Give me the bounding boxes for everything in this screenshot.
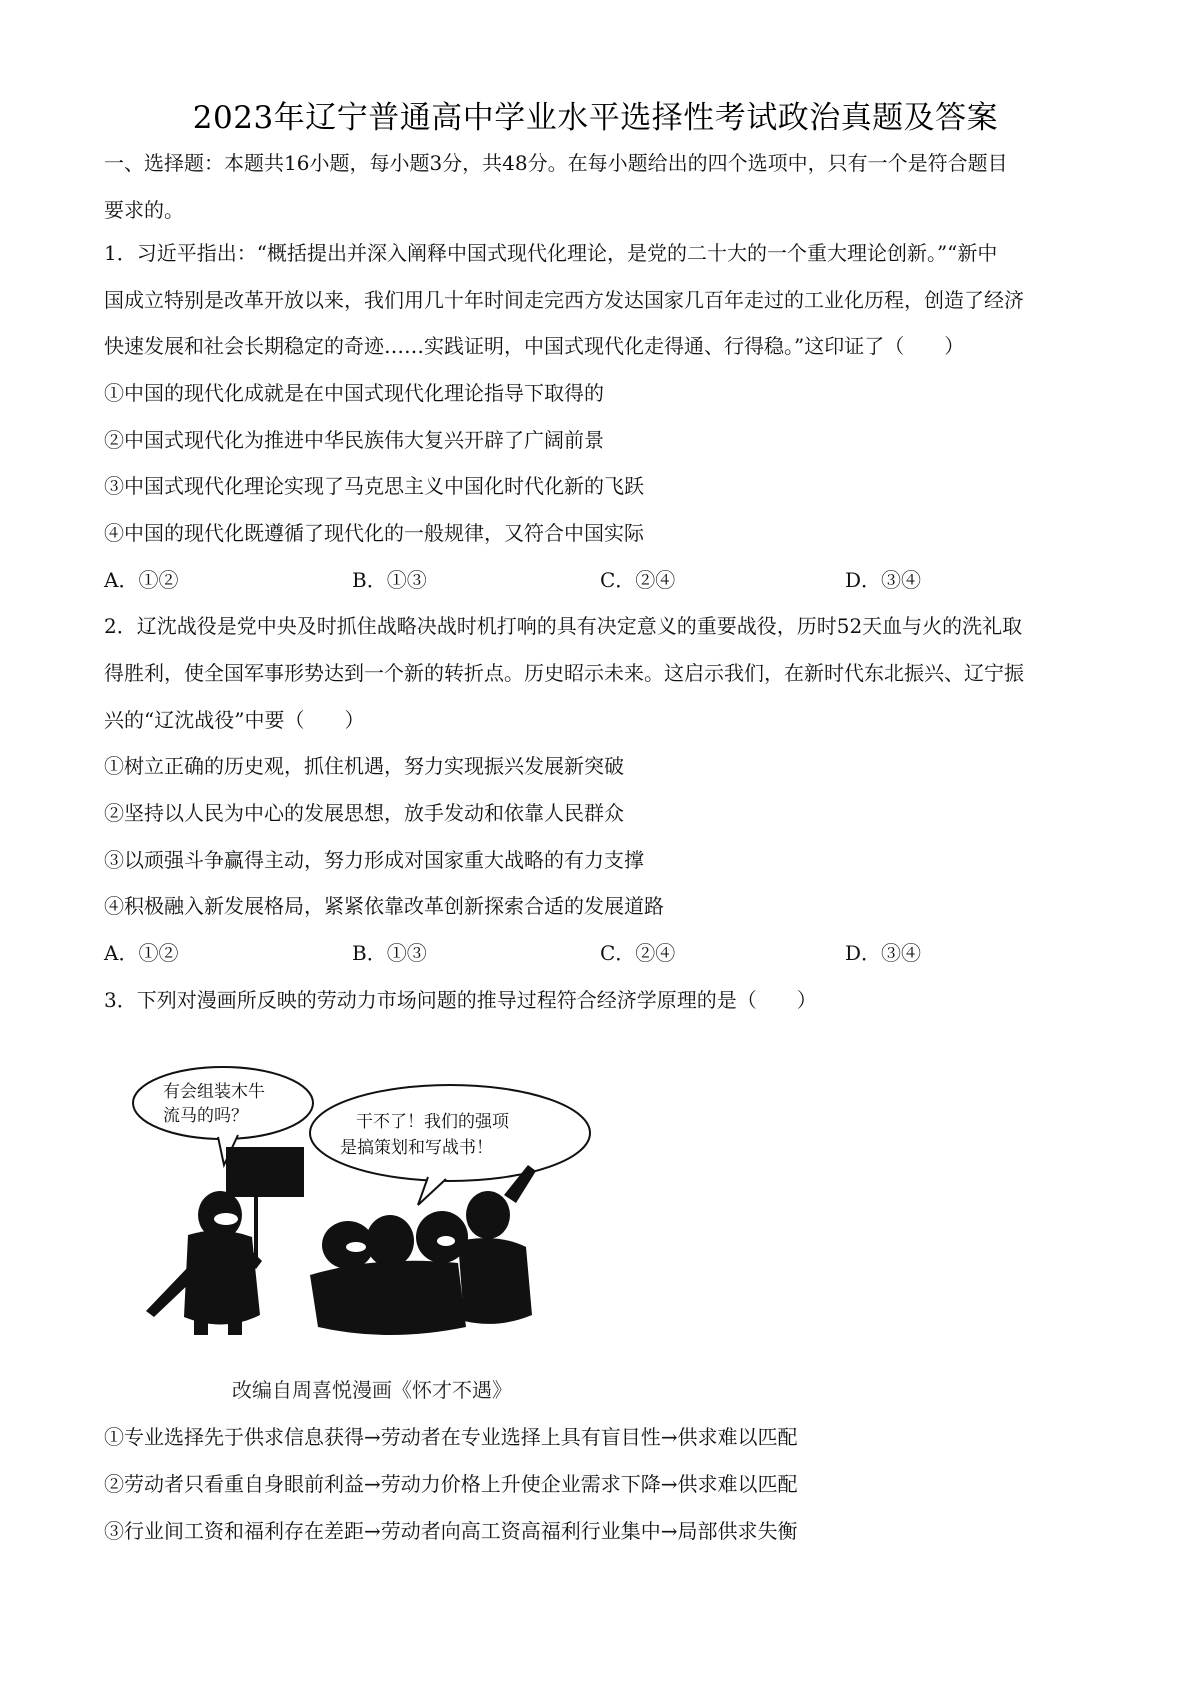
q1-stem-line-1: 1．习近平指出：“概括提出并深入阐释中国式现代化理论，是党的二十大的一个重大理论创新。”“新中 xyxy=(104,241,998,265)
general-figure xyxy=(146,1191,262,1335)
cartoon-caption: 改编自周喜悦漫画《怀才不遇》 xyxy=(232,1378,512,1402)
q2-item-2: ②坚持以人民为中心的发展思想，放手发动和依靠人民群众 xyxy=(104,801,624,825)
q2-stem-line-1: 2．辽沈战役是党中央及时抓住战略决战时机打响的具有决定意义的重要战役，历时52天血与火的洗礼取 xyxy=(104,614,1023,638)
page-title: 2023年辽宁普通高中学业水平选择性考试政治真题及答案 xyxy=(192,100,999,136)
q1-option-d: D．③④ xyxy=(845,568,922,592)
q1-item-4: ④中国的现代化既遵循了现代化的一般规律，又符合中国实际 xyxy=(104,521,644,545)
right-bubble-line-1: 干不了！我们的强项 xyxy=(356,1112,509,1132)
q1-stem-line-3: 快速发展和社会长期稳定的奇迹……实践证明，中国式现代化走得通、行得稳。”这印证了（ ） xyxy=(104,334,965,358)
q1-options xyxy=(104,557,1094,604)
q2-options xyxy=(104,930,1094,977)
q3-item-1: ①专业选择先于供求信息获得→劳动者在专业选择上具有盲目性→供求难以匹配 xyxy=(104,1425,798,1449)
q2-stem-line-2: 得胜利，使全国军事形势达到一个新的转折点。历史昭示未来。这启示我们，在新时代东北振兴、辽宁振 xyxy=(104,661,1024,685)
q2-option-a: A．①② xyxy=(104,941,179,965)
q1-stem-line-2: 国成立特别是改革开放以来，我们用几十年时间走完西方发达国家几百年走过的工业化历程，创造了经济 xyxy=(104,288,1024,312)
left-bubble-line-2: 流马的吗？ xyxy=(163,1106,248,1126)
q3-item-2: ②劳动者只看重自身眼前利益→劳动力价格上升使企业需求下降→供求难以匹配 xyxy=(104,1472,798,1496)
left-bubble-line-1: 有会组装木牛 xyxy=(163,1082,265,1102)
q2-stem-line-3: 兴的“辽沈战役”中要（ ） xyxy=(104,708,365,732)
q2-item-3: ③以顽强斗争赢得主动，努力形成对国家重大战略的有力支撑 xyxy=(104,848,644,872)
q1-option-a: A．①② xyxy=(104,568,179,592)
q1-option-c: C．②④ xyxy=(600,568,676,592)
q1-item-3: ③中国式现代化理论实现了马克思主义中国化时代化新的飞跃 xyxy=(104,474,644,498)
q2-option-c: C．②④ xyxy=(600,941,676,965)
q2-option-b: B．①③ xyxy=(352,941,427,965)
q1-item-2: ②中国式现代化为推进中华民族伟大复兴开辟了广阔前景 xyxy=(104,428,604,452)
q3-item-3: ③行业间工资和福利存在差距→劳动者向高工资高福利行业集中→局部供求失衡 xyxy=(104,1519,798,1543)
section-instruction-line-2: 要求的。 xyxy=(104,198,184,222)
q1-option-b: B．①③ xyxy=(352,568,427,592)
right-speech-bubble xyxy=(310,1085,590,1205)
q2-option-d: D．③④ xyxy=(845,941,922,965)
cartoon-illustration xyxy=(128,1065,598,1365)
q1-item-1: ①中国的现代化成就是在中国式现代化理论指导下取得的 xyxy=(104,381,604,405)
section-instruction-line-1: 一、选择题：本题共16小题，每小题3分，共48分。在每小题给出的四个选项中，只有一个是符合题目 xyxy=(104,151,1008,175)
q2-item-1: ①树立正确的历史观，抓住机遇，努力实现振兴发展新突破 xyxy=(104,754,624,778)
q2-item-4: ④积极融入新发展格局，紧紧依靠改革创新探索合适的发展道路 xyxy=(104,894,664,918)
right-bubble-line-2: 是搞策划和写战书！ xyxy=(340,1138,493,1158)
q3-stem: 3．下列对漫画所反映的劳动力市场问题的推导过程符合经济学原理的是（ ） xyxy=(104,988,817,1012)
